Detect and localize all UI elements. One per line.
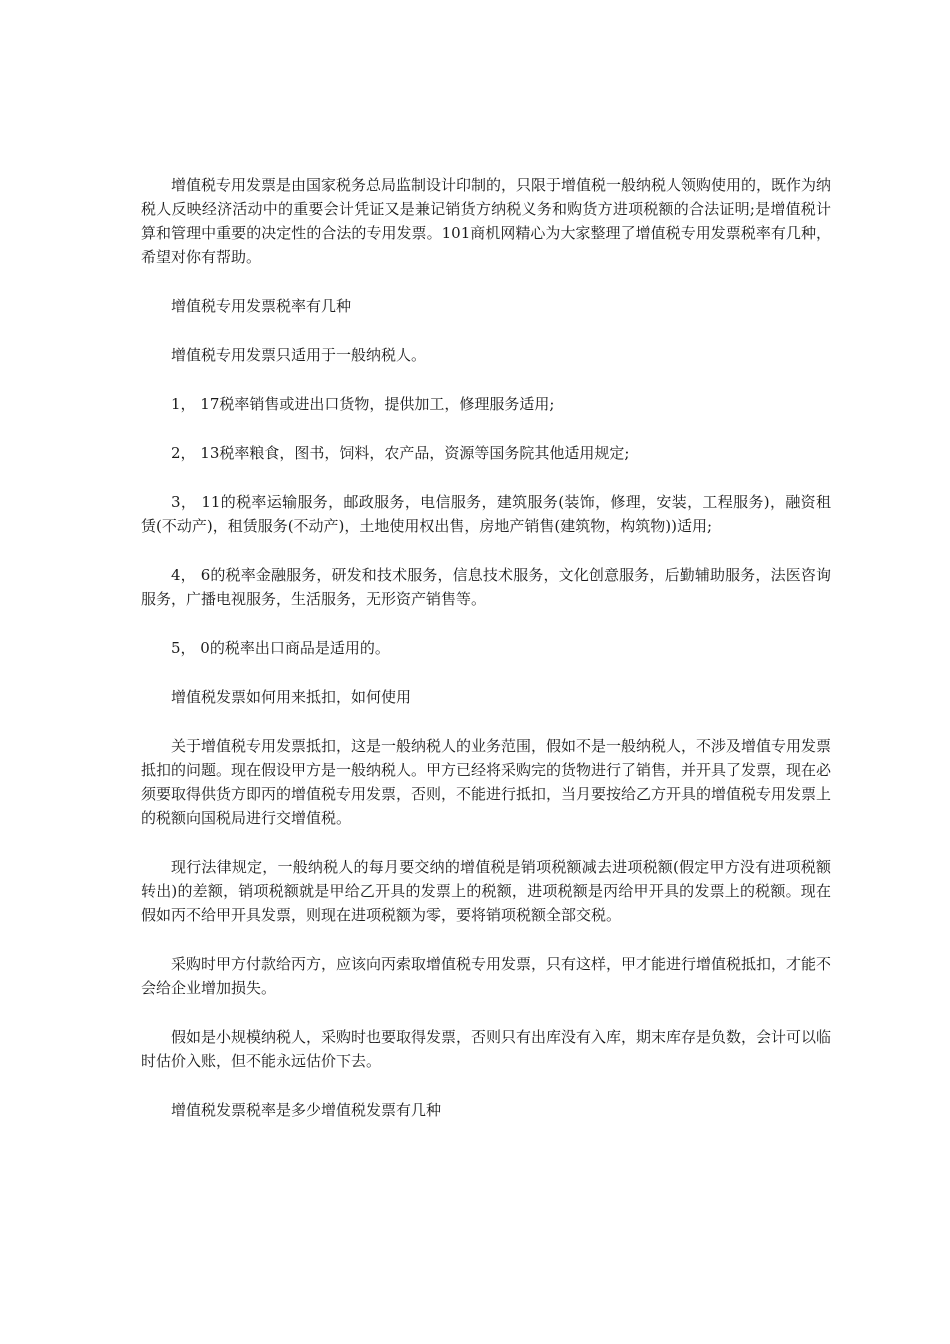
list-item-rate-13: 2， 13税率粮食，图书，饲料，农产品，资源等国务院其他适用规定; — [171, 444, 630, 462]
document-body — [141, 173, 831, 1147]
list-item-rate-0: 5， 0的税率出口商品是适用的。 — [171, 639, 390, 657]
paragraph-general-taxpayer: 增值税专用发票只适用于一般纳税人。 — [171, 346, 427, 364]
paragraph-deduction-scope: 关于增值税专用发票抵扣，这是一般纳税人的业务范围，假如不是一般纳税人，不涉及增值专用发票抵扣的问题。现在假设甲方是一般纳税人。甲方已经将采购完的货物进行了销售，并开具了发票，现在必须要取得供货方即丙的增值税专用发票，否则，不能进行抵扣，当月要按给乙方开具的增值税专用发票上的税额向国税局进行交增值税。 — [141, 737, 832, 827]
list-item-rate-6: 4， 6的税率金融服务，研发和技术服务，信息技术服务，文化创意服务，后勤辅助服务，法医咨询服务，广播电视服务，生活服务，无形资产销售等。 — [141, 566, 831, 608]
paragraph-small-scale-taxpayer: 假如是小规模纳税人，采购时也要取得发票，否则只有出库没有入库，期末库存是负数，会计可以临时估价入账，但不能永远估价下去。 — [141, 1028, 832, 1070]
list-item-rate-17: 1， 17税率销售或进出口货物，提供加工，修理服务适用; — [171, 395, 555, 413]
section-heading-deduction: 增值税发票如何用来抵扣，如何使用 — [171, 688, 412, 706]
intro-paragraph: 增值税专用发票是由国家税务总局监制设计印制的，只限于增值税一般纳税人领购使用的，既作为纳税人反映经济活动中的重要会计凭证又是兼记销货方纳税义务和购货方进项税额的合法证明;是增值税计算和管理中重要的决定性的合法的专用发票。101商机网精心为大家整理了增值税专用发票税率有几种，希望对你有帮助。 — [141, 176, 832, 266]
section-heading-tax-rates: 增值税专用发票税率有几种 — [171, 297, 352, 315]
list-item-rate-11: 3， 11的税率运输服务，邮政服务，电信服务，建筑服务(装饰，修理，安装，工程服务)，融资租赁(不动产)，租赁服务(不动产)，土地使用权出售，房地产销售(建筑物，构筑物))适用; — [141, 493, 831, 535]
section-heading-rates-types: 增值税发票税率是多少增值税发票有几种 — [171, 1101, 442, 1119]
paragraph-purchase-payment: 采购时甲方付款给丙方，应该向丙索取增值税专用发票，只有这样，甲才能进行增值税抵扣，才能不会给企业增加损失。 — [141, 955, 832, 997]
paragraph-legal-rules: 现行法律规定，一般纳税人的每月要交纳的增值税是销项税额减去进项税额(假定甲方没有进项税额转出)的差额，销项税额就是甲给乙开具的发票上的税额，进项税额是丙给甲开具的发票上的税额。现在假如丙不给甲开具发票，则现在进项税额为零，要将销项税额全部交税。 — [141, 858, 831, 924]
